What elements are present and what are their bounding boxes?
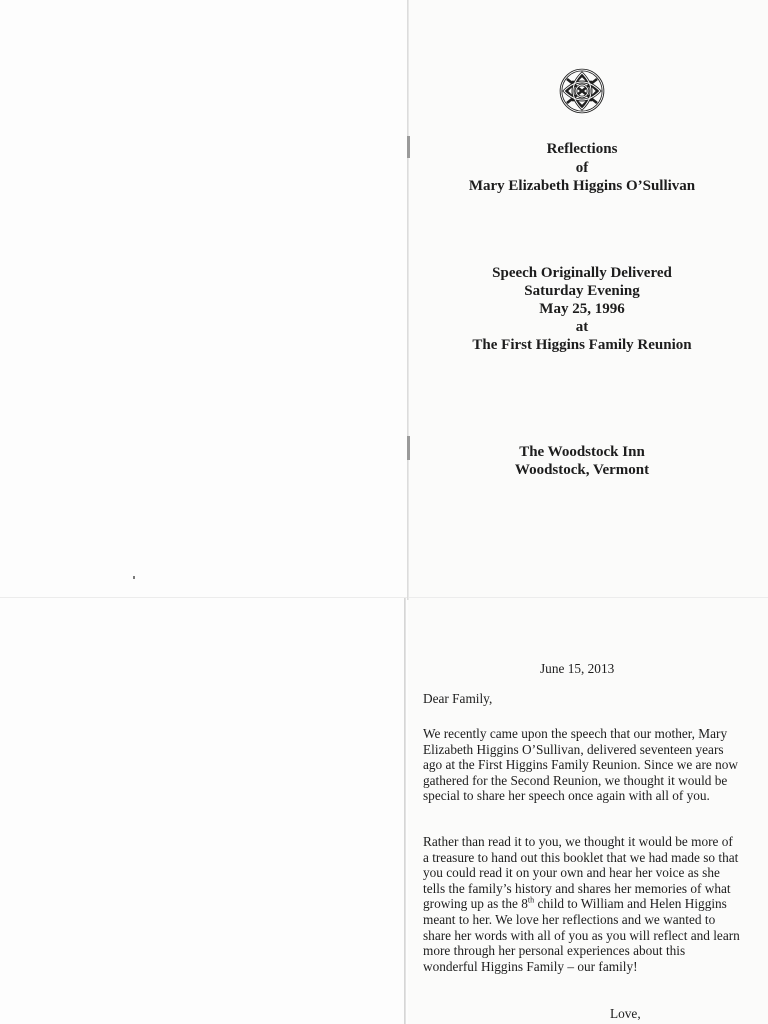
title-line: Mary Elizabeth Higgins O’Sullivan — [468, 178, 696, 194]
speech-line: May 25, 1996 — [539, 301, 625, 317]
venue-line: The Woodstock Inn — [519, 444, 645, 460]
letter-salutation: Dear Family, — [423, 691, 493, 706]
celtic-knot-icon — [557, 66, 607, 116]
speech-line: Saturday Evening — [524, 283, 640, 299]
paragraph-text: Rather than read it to you, we thought it would be more of a treasure to hand out this booklet that we had made so that you could read it on your own and hear her voice as she tells the family’s history and shares her memories of what growing up as the 8 — [423, 834, 739, 912]
speech-line: Speech Originally Delivered — [492, 265, 672, 281]
scan-speck — [133, 576, 135, 579]
letter-paragraph — [423, 834, 741, 974]
letter-closing: Love, — [610, 1006, 641, 1021]
venue — [410, 443, 754, 479]
cover-page — [410, 0, 768, 597]
letter-paragraph: We recently came upon the speech that our mother, Mary Elizabeth Higgins O’Sullivan, delivered seventeen years ago at the First Higgins Family Reunion. Since we are now gathered for the Second Reunion, we thought it would be special to share her speech once again with all of you. — [423, 726, 739, 804]
title-line: Reflections — [546, 141, 618, 157]
speech-details — [410, 264, 754, 354]
page-seam — [0, 597, 768, 598]
speech-line: The First Higgins Family Reunion — [472, 337, 692, 353]
venue-line: Woodstock, Vermont — [514, 462, 650, 478]
ordinal-suffix: th — [527, 895, 535, 905]
fold-line — [404, 598, 406, 1024]
letter-date: June 15, 2013 — [540, 661, 615, 676]
fold-line — [407, 0, 409, 600]
title-line: of — [575, 159, 589, 176]
cover-title — [410, 140, 754, 196]
paragraph-text: child to William and Helen Higgins meant to her. We love her reflections and we wanted to share her words with all of you as you will reflect and learn more through her personal experiences about this wonderful Higgins Family – our family! — [423, 896, 740, 974]
speech-line: at — [575, 319, 589, 335]
